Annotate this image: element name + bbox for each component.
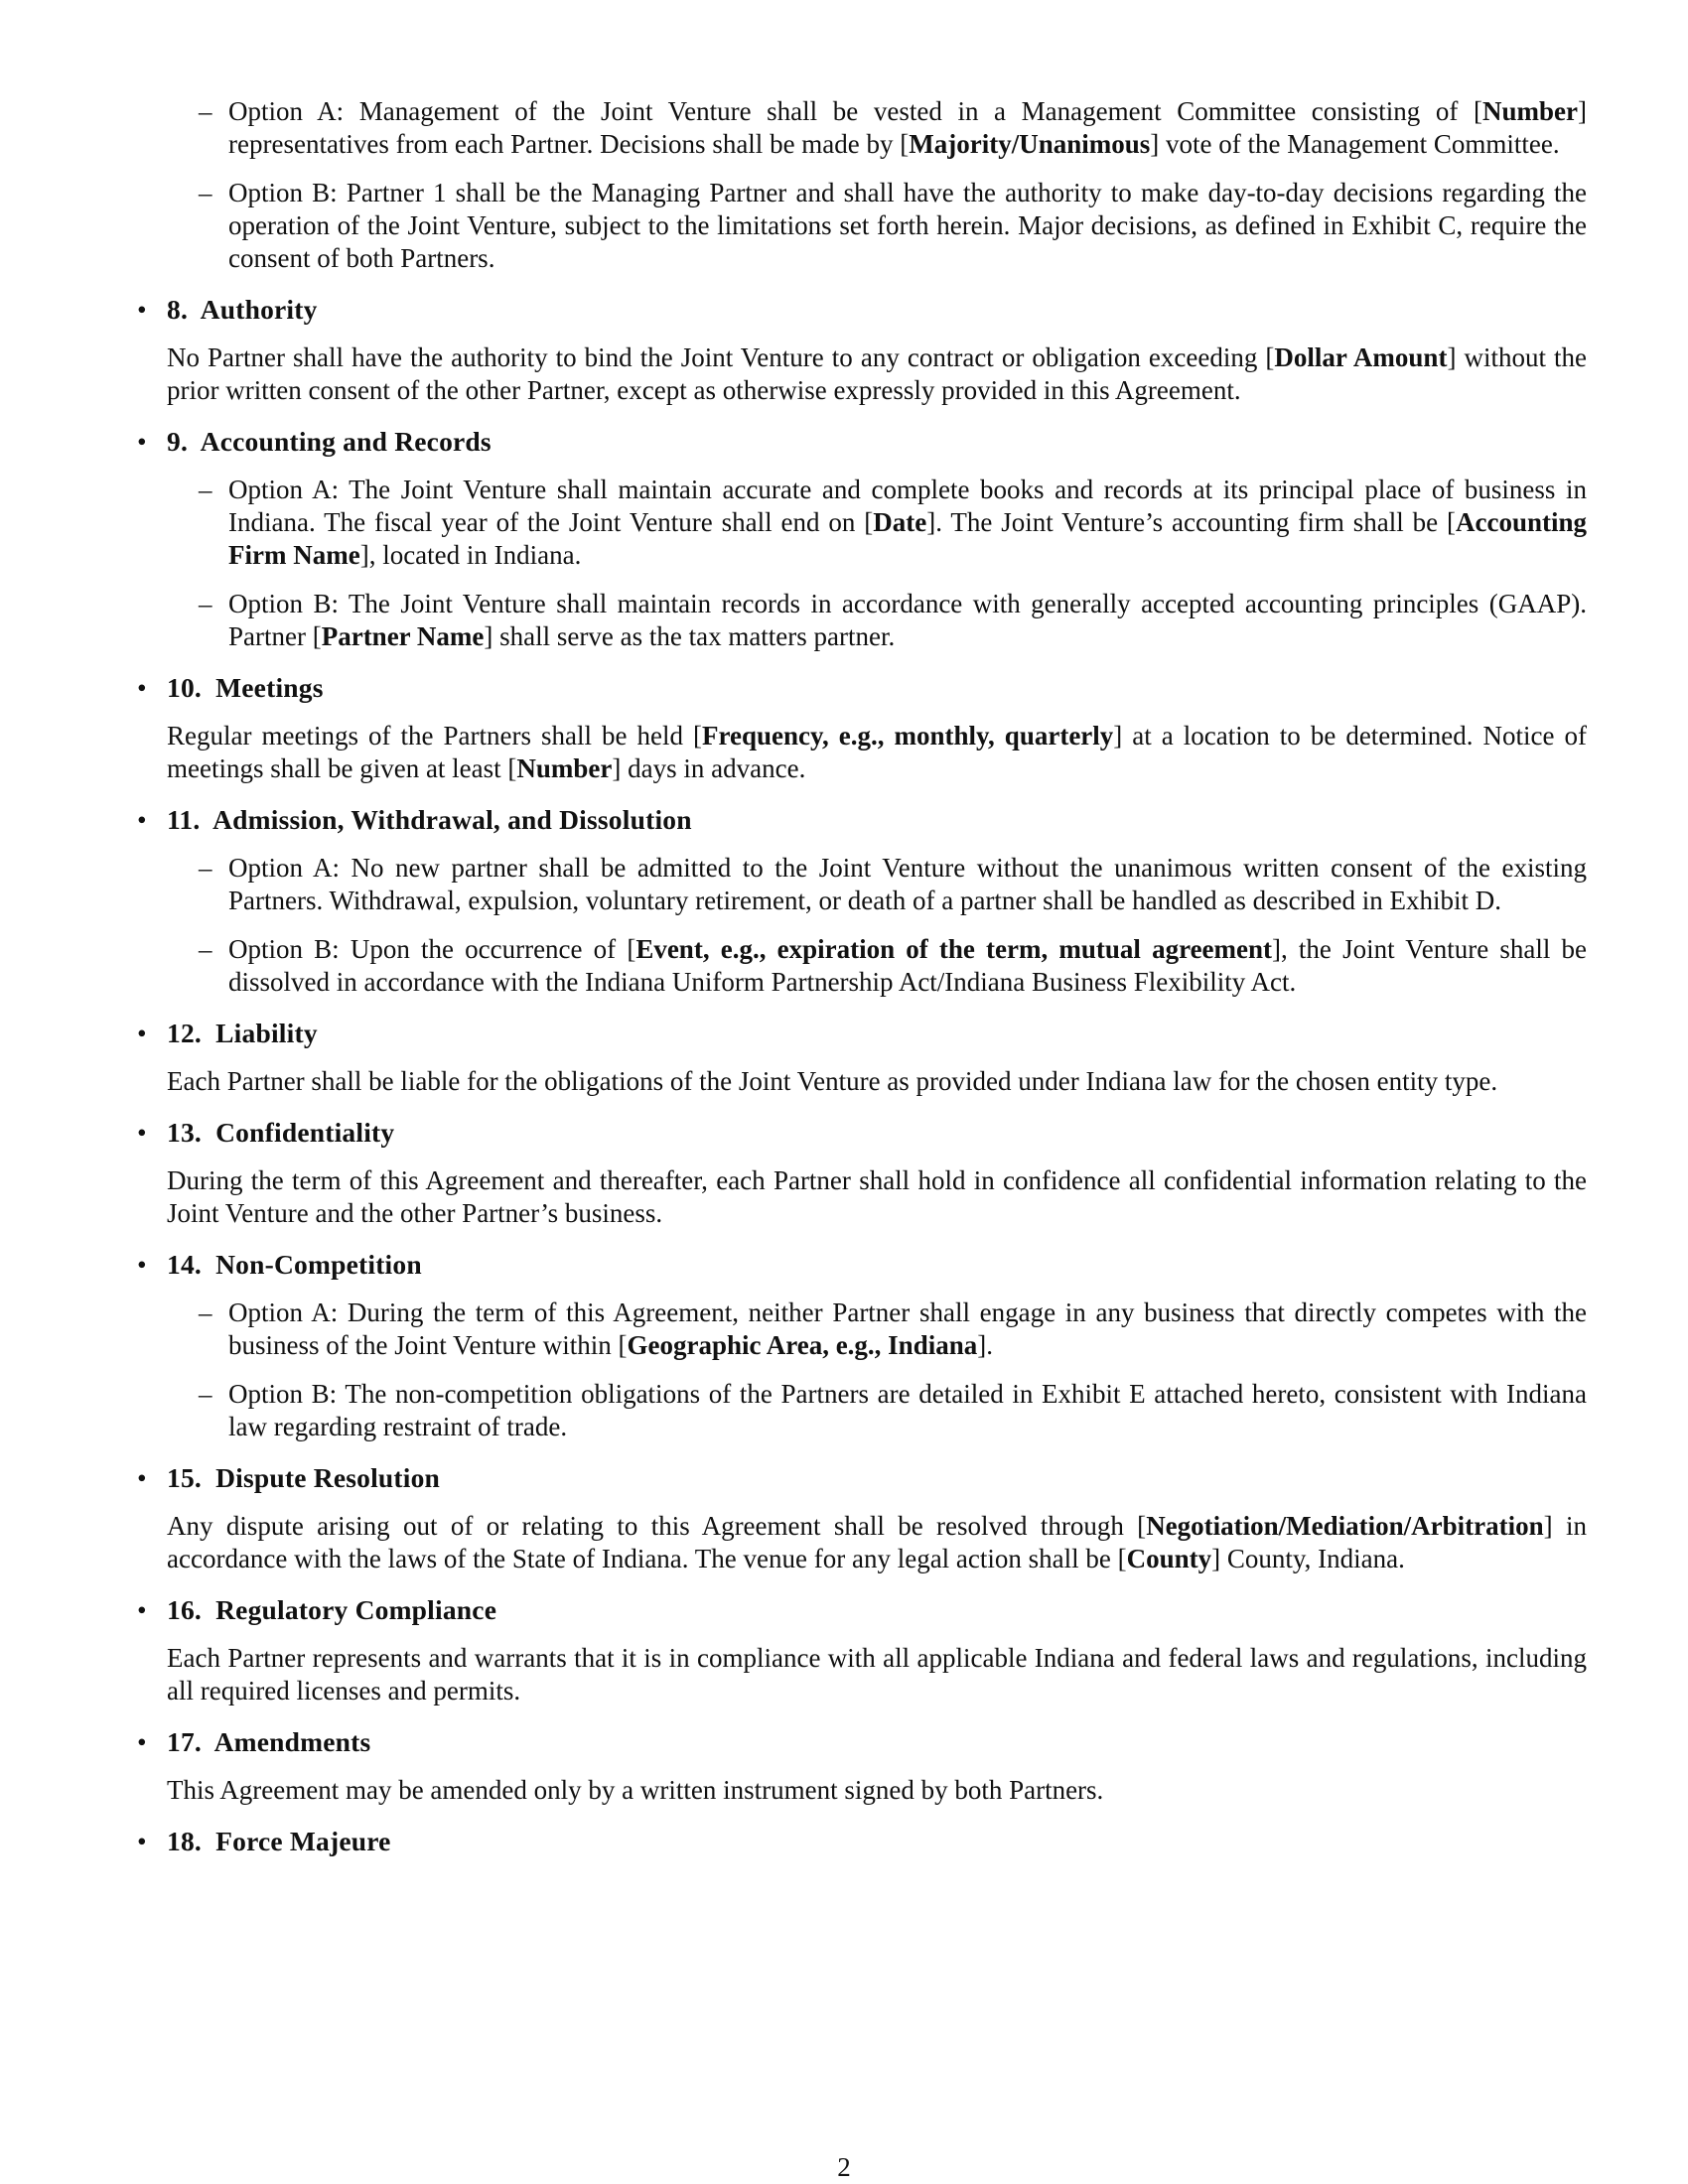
text-run: Each Partner represents and warrants that it is in compliance with all applicable Indiana and federal laws and regulations, including all required licenses and permits. bbox=[167, 1643, 1587, 1706]
section-heading bbox=[137, 671, 1587, 704]
placeholder-field: Frequency, e.g., monthly, quarterly bbox=[702, 721, 1114, 751]
agreement-content bbox=[137, 95, 1587, 1875]
text-run: ]. The Joint Venture’s accounting firm shall be [ bbox=[926, 507, 1456, 537]
option-item bbox=[137, 1378, 1587, 1443]
section-heading bbox=[137, 1116, 1587, 1149]
section-body bbox=[137, 1065, 1587, 1098]
section-heading-text: 8. Authority bbox=[167, 294, 318, 325]
section-s11 bbox=[137, 803, 1587, 999]
section-heading-text: 18. Force Majeure bbox=[167, 1826, 391, 1856]
section-body bbox=[137, 1774, 1587, 1807]
option-item bbox=[137, 177, 1587, 275]
text-run: Option A: Management of the Joint Venture shall be vested in a Management Committee consisting of [ bbox=[228, 96, 1482, 126]
section-s17 bbox=[137, 1725, 1587, 1807]
option-item bbox=[137, 933, 1587, 999]
text-run: ] without the prior written consent of the other Partner, except as otherwise expressly provided in this Agreement. bbox=[167, 342, 1587, 405]
placeholder-field: Geographic Area, e.g., Indiana bbox=[627, 1330, 978, 1360]
section-s15 bbox=[137, 1461, 1587, 1575]
text-run: Option B: Upon the occurrence of [ bbox=[228, 934, 636, 964]
section-heading bbox=[137, 1825, 1587, 1857]
section-heading-text: 17. Amendments bbox=[167, 1726, 371, 1757]
option-list bbox=[137, 852, 1587, 999]
section-heading bbox=[137, 1725, 1587, 1758]
placeholder-field: Negotiation/Mediation/Arbitration bbox=[1146, 1511, 1544, 1541]
section-body bbox=[137, 720, 1587, 785]
page-number: 2 bbox=[837, 2152, 851, 2182]
section-s14 bbox=[137, 1248, 1587, 1443]
text-run: Option A: No new partner shall be admitted to the Joint Venture without the unanimous written consent of the existing Partners. Withdrawal, expulsion, voluntary retirement, or death of a partner shall be handled as described in Exhibit D. bbox=[228, 853, 1587, 915]
dash-icon: – bbox=[199, 589, 212, 618]
option-list bbox=[137, 95, 1587, 275]
bullet-icon: • bbox=[137, 1018, 147, 1048]
dash-icon: – bbox=[199, 96, 212, 126]
option-list bbox=[137, 1297, 1587, 1443]
section-heading-text: 10. Meetings bbox=[167, 672, 324, 703]
placeholder-field: Number bbox=[1482, 96, 1578, 126]
placeholder-field: Date bbox=[873, 507, 927, 537]
dash-icon: – bbox=[199, 1297, 212, 1327]
section-heading bbox=[137, 1248, 1587, 1281]
option-item bbox=[137, 852, 1587, 917]
placeholder-field: Number bbox=[516, 753, 613, 783]
option-item bbox=[137, 474, 1587, 572]
section-s8 bbox=[137, 293, 1587, 407]
bullet-icon: • bbox=[137, 1726, 147, 1757]
text-run: Option A: During the term of this Agreement, neither Partner shall engage in any business that directly competes with the business of the Joint Venture within [ bbox=[228, 1297, 1587, 1360]
section-heading-text: 13. Confidentiality bbox=[167, 1117, 395, 1148]
section-body bbox=[137, 341, 1587, 407]
section-heading-text: 9. Accounting and Records bbox=[167, 426, 492, 457]
text-run: This Agreement may be amended only by a written instrument signed by both Partners. bbox=[167, 1775, 1104, 1805]
section-heading bbox=[137, 293, 1587, 326]
bullet-icon: • bbox=[137, 1826, 147, 1856]
option-item bbox=[137, 1297, 1587, 1362]
section-s7 bbox=[137, 95, 1587, 275]
text-run: ] representatives from each Partner. Decisions shall be made by [ bbox=[228, 96, 1587, 159]
section-heading bbox=[137, 1017, 1587, 1049]
bullet-icon: • bbox=[137, 294, 147, 325]
text-run: No Partner shall have the authority to bind the Joint Venture to any contract or obligation exceeding [ bbox=[167, 342, 1275, 372]
text-run: Each Partner shall be liable for the obligations of the Joint Venture as provided under Indiana law for the chosen entity type. bbox=[167, 1066, 1498, 1096]
placeholder-field: Partner Name bbox=[321, 621, 485, 651]
bullet-icon: • bbox=[137, 804, 147, 835]
text-run: ], the Joint Venture shall be dissolved in accordance with the Indiana Uniform Partnership Act/Indiana Business Flexibility Act. bbox=[228, 934, 1587, 997]
text-run: ] days in advance. bbox=[612, 753, 806, 783]
text-run: Regular meetings of the Partners shall be held [ bbox=[167, 721, 702, 751]
section-body bbox=[137, 1642, 1587, 1707]
placeholder-field: Dollar Amount bbox=[1274, 342, 1448, 372]
dash-icon: – bbox=[199, 475, 212, 504]
dash-icon: – bbox=[199, 934, 212, 964]
bullet-icon: • bbox=[137, 1462, 147, 1493]
text-run: Option B: The Joint Venture shall maintain records in accordance with generally accepted accounting principles (GAAP). Partner [ bbox=[228, 589, 1587, 651]
section-heading-text: 14. Non-Competition bbox=[167, 1249, 422, 1280]
dash-icon: – bbox=[199, 178, 212, 207]
section-heading bbox=[137, 1461, 1587, 1494]
text-run: ] in accordance with the laws of the State of Indiana. The venue for any legal action shall be [ bbox=[167, 1511, 1587, 1573]
bullet-icon: • bbox=[137, 1594, 147, 1625]
option-item bbox=[137, 588, 1587, 653]
section-body bbox=[137, 1164, 1587, 1230]
option-list bbox=[137, 474, 1587, 653]
text-run: ] shall serve as the tax matters partner. bbox=[484, 621, 896, 651]
bullet-icon: • bbox=[137, 672, 147, 703]
section-heading-text: 11. Admission, Withdrawal, and Dissolution bbox=[167, 804, 692, 835]
section-heading-text: 16. Regulatory Compliance bbox=[167, 1594, 497, 1625]
section-body bbox=[137, 1510, 1587, 1575]
text-run: ], located in Indiana. bbox=[359, 540, 582, 570]
section-heading-text: 12. Liability bbox=[167, 1018, 318, 1048]
placeholder-field: County bbox=[1126, 1544, 1212, 1573]
bullet-icon: • bbox=[137, 1117, 147, 1148]
section-s9 bbox=[137, 425, 1587, 653]
text-run: Option A: The Joint Venture shall maintain accurate and complete books and records at its principal place of business in Indiana. The fiscal year of the Joint Venture shall end on [ bbox=[228, 475, 1587, 537]
section-heading-text: 15. Dispute Resolution bbox=[167, 1462, 441, 1493]
dash-icon: – bbox=[199, 853, 212, 883]
placeholder-field: Majority/Unanimous bbox=[909, 129, 1151, 159]
section-heading bbox=[137, 803, 1587, 836]
text-run: Option B: The non-competition obligations of the Partners are detailed in Exhibit E attached hereto, consistent with Indiana law regarding restraint of trade. bbox=[228, 1379, 1587, 1441]
placeholder-field: Event, e.g., expiration of the term, mutual agreement bbox=[635, 934, 1273, 964]
text-run: ]. bbox=[977, 1330, 993, 1360]
option-item bbox=[137, 95, 1587, 161]
section-heading bbox=[137, 1593, 1587, 1626]
section-s16 bbox=[137, 1593, 1587, 1707]
section-s18 bbox=[137, 1825, 1587, 1857]
placeholder-field: Accounting Firm Name bbox=[228, 507, 1588, 570]
text-run: Any dispute arising out of or relating to this Agreement shall be resolved through [ bbox=[167, 1511, 1147, 1541]
text-run: ] at a location to be determined. Notice of meetings shall be given at least [ bbox=[167, 721, 1588, 783]
bullet-icon: • bbox=[137, 1249, 147, 1280]
text-run: ] County, Indiana. bbox=[1211, 1544, 1405, 1573]
bullet-icon: • bbox=[137, 426, 147, 457]
text-run: ] vote of the Management Committee. bbox=[1150, 129, 1560, 159]
section-s13 bbox=[137, 1116, 1587, 1230]
dash-icon: – bbox=[199, 1379, 212, 1409]
section-s12 bbox=[137, 1017, 1587, 1098]
text-run: During the term of this Agreement and thereafter, each Partner shall hold in confidence all confidential information relating to the Joint Venture and the other Partner’s business. bbox=[167, 1165, 1587, 1228]
section-s10 bbox=[137, 671, 1587, 785]
text-run: Option B: Partner 1 shall be the Managing Partner and shall have the authority to make day-to-day decisions regarding the operation of the Joint Venture, subject to the limitations set forth herein. Major decisions, as defined in Exhibit C, require the consent of both Partners. bbox=[228, 178, 1587, 273]
section-heading bbox=[137, 425, 1587, 458]
